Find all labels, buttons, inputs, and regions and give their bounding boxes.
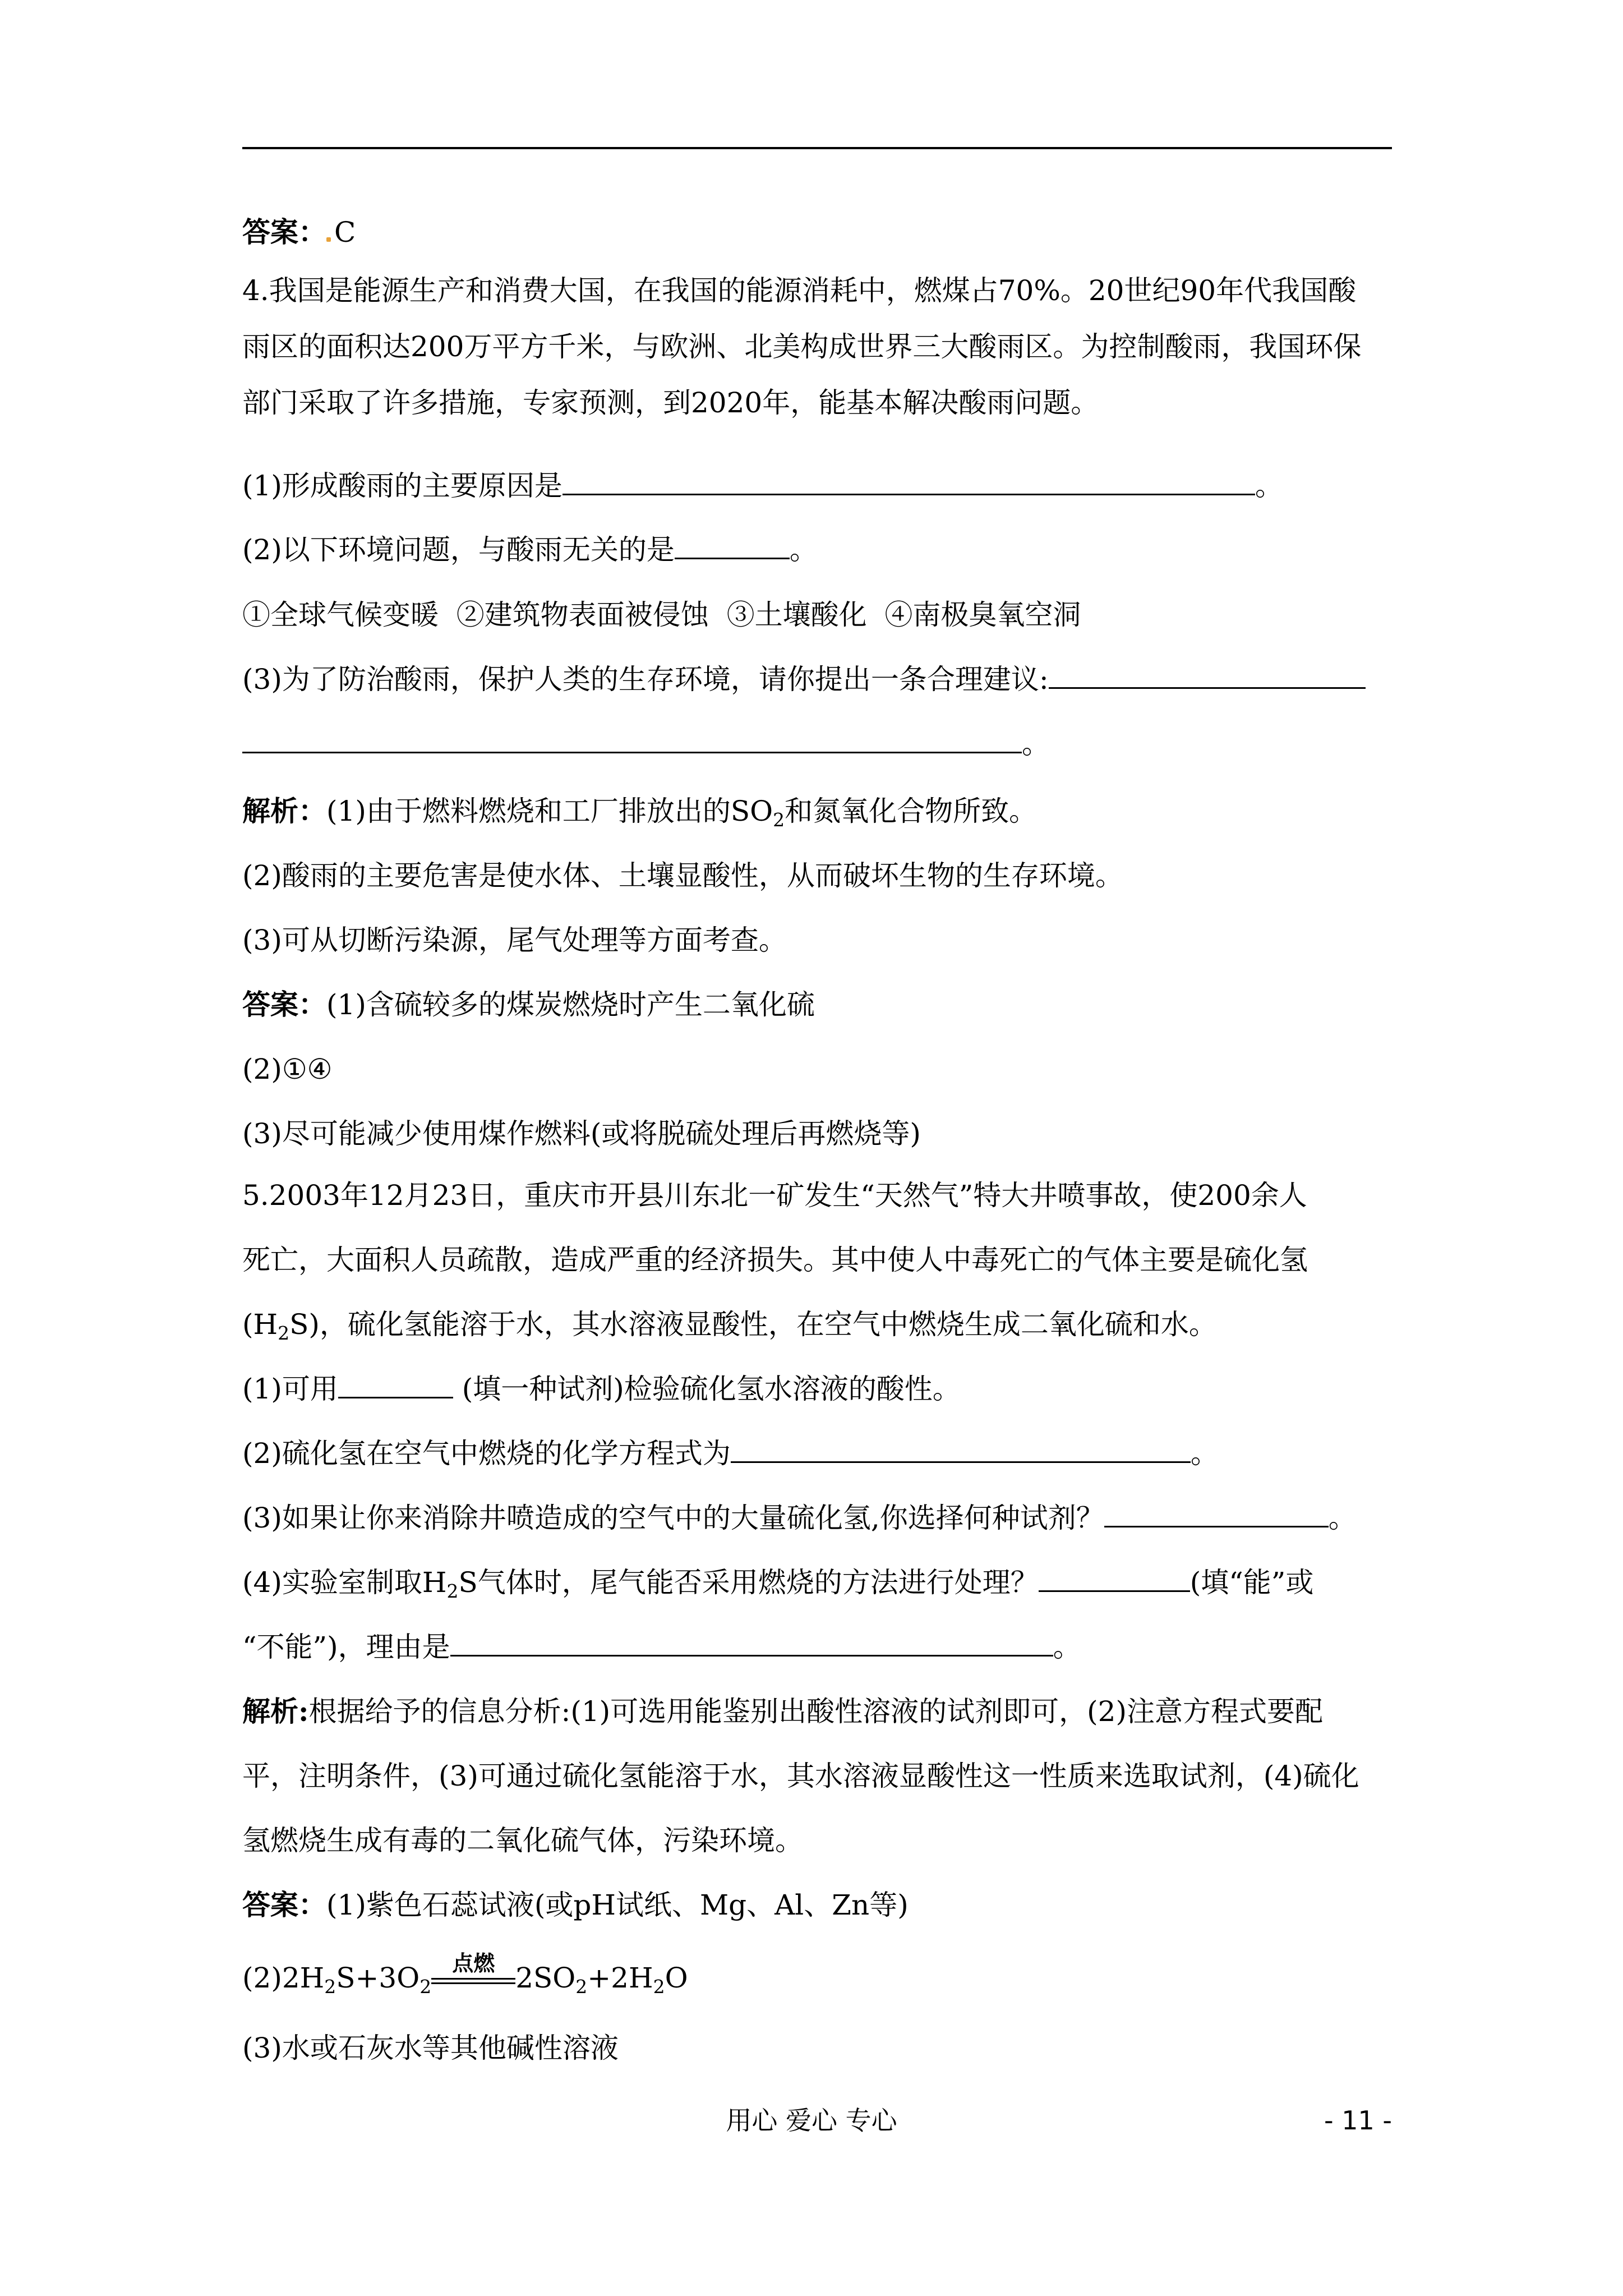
answer-blank[interactable] — [1104, 1498, 1329, 1527]
page-number: - 11 - — [1324, 2105, 1392, 2136]
q5-answer3: (3)水或石灰水等其他碱性溶液 — [242, 2032, 619, 2064]
q4-options: ①全球气候变暖 ②建筑物表面被侵蚀 ③土壤酸化 ④南极臭氧空洞 — [242, 599, 1081, 631]
answer-blank[interactable] — [242, 724, 1022, 753]
answer-blank[interactable] — [338, 1369, 453, 1398]
q5-stem-line1: 5.2003年12月23日，重庆市开县川东北一矿发生“天然气”特大井喷事故，使200余人 — [242, 1179, 1307, 1212]
q4-stem-line2: 雨区的面积达200万平方千米，与欧洲、北美构成世界三大酸雨区。为控制酸雨，我国环保 — [242, 330, 1362, 363]
q4-analysis3: (3)可从切断污染源，尾气处理等方面考查。 — [242, 924, 787, 956]
q4-sub1: (1)形成酸雨的主要原因是 。 — [242, 466, 1283, 506]
answer-blank[interactable] — [450, 1627, 1053, 1657]
q5-sub3: (3)如果让你来消除井喷造成的空气中的大量硫化氢,你选择何种试剂？ 。 — [242, 1498, 1357, 1538]
answer-blank[interactable] — [675, 530, 790, 559]
q4-analysis2: (2)酸雨的主要危害是使水体、土壤显酸性，从而破坏生物的生存环境。 — [242, 859, 1123, 892]
marker-icon — [326, 237, 331, 242]
q5-stem-line3: $(H_2S)$，硫化氢能溶于水，其水溶液显酸性，在空气中燃烧生成二氧化硫和水。 — [242, 1308, 1217, 1344]
q4-answer1: 答案：(1)含硫较多的煤炭燃烧时产生二氧化硫 — [242, 988, 815, 1021]
q5-sub2: (2)硫化氢在空气中燃烧的化学方程式为 。 — [242, 1433, 1219, 1474]
answer-blank[interactable] — [1049, 659, 1366, 689]
q4-stem-line1: 4.我国是能源生产和消费大国，在我国的能源消耗中，燃煤占70%。20世纪90年代我国酸 — [242, 274, 1357, 307]
q5-analysis-line3: 氢燃烧生成有毒的二氧化硫气体，污染环境。 — [242, 1824, 803, 1857]
q4-sub3: (3)为了防治酸雨，保护人类的生存环境，请你提出一条合理建议: — [242, 659, 1366, 700]
q4-stem-line3: 部门采取了许多措施，专家预测，到2020年，能基本解决酸雨问题。 — [242, 386, 1099, 419]
q5-sub4: (4)实验室制取$H_2S$气体时，尾气能否采用燃烧的方法进行处理？ (填“能”或 — [242, 1562, 1313, 1603]
answer-blank[interactable] — [731, 1433, 1191, 1463]
q4-analysis1: 解析：(1)由于燃料燃烧和工厂排放出的$SO_2$和氮氧化合物所致。 — [242, 794, 1038, 831]
q4-answer3: (3)尽可能减少使用煤作燃料(或将脱硫处理后再燃烧等) — [242, 1117, 921, 1150]
q5-equation: $(2)2H_2S+3O_2$ 点燃 $2SO_2+2H_2O$ — [242, 1950, 688, 1998]
q5-analysis-line2: 平，注明条件，(3)可通过硫化氢能溶于水，其水溶液显酸性这一性质来选取试剂，(4)硫化 — [242, 1760, 1359, 1792]
header-rule — [242, 147, 1392, 149]
q5-answer1: 答案：(1)紫色石蕊试液(或pH试纸、Mg、Al、Zn等) — [242, 1888, 909, 1921]
q3-answer: 答案： C — [242, 215, 356, 249]
answer-blank[interactable] — [1039, 1562, 1190, 1592]
footer-slogan: 用心 爱心 专心 — [726, 2105, 897, 2136]
q5-sub1: (1)可用 (填一种试剂)检验硫化氢水溶液的酸性。 — [242, 1369, 961, 1409]
reaction-arrow: 点燃 — [431, 1958, 515, 1998]
q5-stem-line2: 死亡，大面积人员疏散，造成严重的经济损失。其中使人中毒死亡的气体主要是硫化氢 — [242, 1244, 1308, 1276]
q5-analysis-line1: 解析:根据给予的信息分析:(1)可选用能鉴别出酸性溶液的试剂即可，(2)注意方程式要配 — [242, 1695, 1323, 1728]
q4-answer2: (2)①④ — [242, 1053, 333, 1085]
answer-blank[interactable] — [562, 466, 1255, 495]
q4-sub2: (2)以下环境问题，与酸雨无关的是 。 — [242, 530, 818, 570]
q5-sub4-line2: “不能”)，理由是 。 — [242, 1627, 1081, 1667]
q4-sub3-line2: 。 — [242, 724, 1050, 764]
